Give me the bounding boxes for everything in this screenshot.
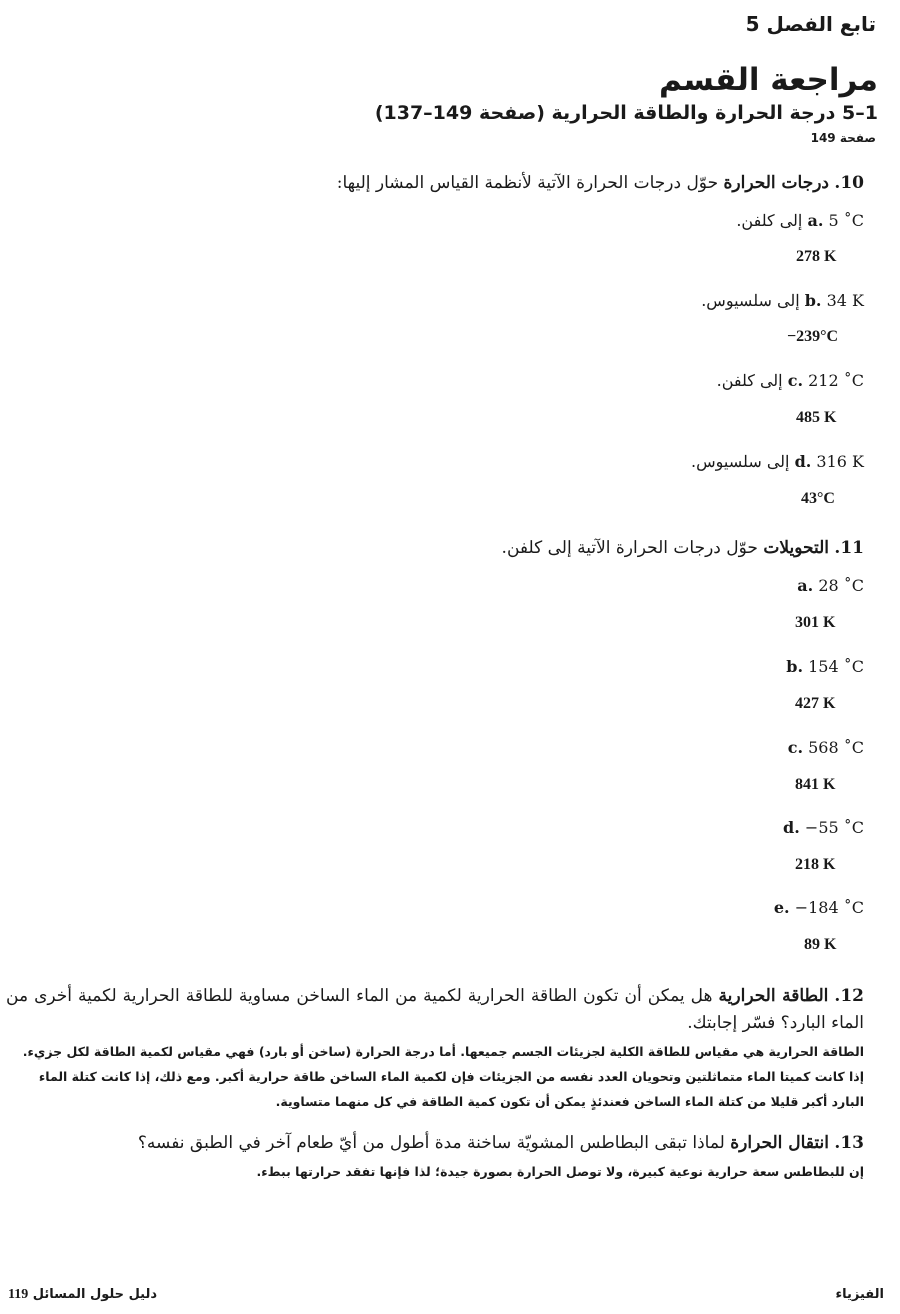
question-text: هل يمكن أن تكون الطاقة الحرارية لكمية من الماء الساخن مساوية للطاقة الحرارية لكمية أخرى من الماء البارد؟ فسّر إجابتك. (6, 986, 864, 1033)
footer-subject: الفيزياء (835, 1287, 884, 1302)
section-review-title: مراجعة القسم (659, 62, 878, 98)
q11-item-c (788, 738, 864, 757)
question-keyword: انتقال الحرارة (730, 1133, 829, 1153)
q11-item-a (797, 576, 864, 595)
item-letter: e. (773, 898, 790, 917)
q10-item-b (701, 291, 864, 310)
question-number: 12. (834, 986, 865, 1006)
question-number: 13. (834, 1133, 864, 1153)
footer-guide-page (8, 1287, 157, 1303)
q11-answer-c: 841 K (795, 776, 836, 793)
question-keyword: درجات الحرارة (723, 173, 829, 193)
item-letter: d. (794, 452, 812, 471)
item-text: −55 ˚C (804, 818, 864, 837)
q10-answer-a: 278 K (796, 248, 837, 265)
item-letter: a. (807, 211, 824, 230)
question-10 (337, 173, 864, 193)
item-text: 154 ˚C (808, 657, 864, 676)
footer-guide-title: دليل حلول المسائل (32, 1287, 158, 1302)
item-letter: b. (804, 291, 822, 310)
item-text: 212 ˚C إلى كلفن. (716, 371, 864, 390)
item-letter: c. (787, 371, 804, 390)
item-letter: b. (786, 657, 804, 676)
item-letter: c. (787, 738, 804, 757)
q11-item-d (783, 818, 864, 837)
question-text: حوّل درجات الحرارة الآتية لأنظمة القياس المشار إليها: (336, 173, 719, 193)
chapter-continued-heading: تابع الفصل 5 (745, 12, 876, 36)
question-text: لماذا تبقى البطاطس المشويّة ساخنة مدة أطول من أيّ طعام آخر في الطبق نفسه؟ (137, 1133, 725, 1153)
question-number: 11. (834, 538, 864, 558)
page-reference: صفحة 149 (810, 131, 876, 145)
q11-item-e (774, 898, 864, 917)
item-text: 316 K إلى سلسيوس. (691, 452, 864, 471)
q11-item-b (786, 657, 864, 676)
question-13 (138, 1133, 864, 1153)
q11-answer-b: 427 K (795, 695, 836, 712)
item-text: 5 ˚C إلى كلفن. (736, 211, 864, 230)
q13-answer: إن للبطاطس سعة حرارية نوعية كبيرة، ولا توصل الحرارة بصورة جيدة؛ لذا فإنها تفقد حرارتها ببطء. (256, 1164, 864, 1179)
q10-item-a (736, 211, 864, 230)
question-keyword: الطاقة الحرارية (718, 986, 829, 1006)
q12-answer: الطاقة الحرارية هي مقياس للطاقة الكلية لجزيئات الجسم جميعها. أما درجة الحرارة (ساخن أو بارد) فهي مقياس لكمية الطاقة لكل جزيء. إذا كانت كميتا الماء متماثلتين وتحويان العدد نفسه من الجزيئات فإن لكمية الماء الساخن طاقة حرارية أكبر. ومع ذلك، إذا كانت كتلة الماء البارد أكبر قليلا من كتلة الماء الساخن فعندئذٍ يمكن أن تكون كمية الطاقة في كل منهما متساوية. (22, 1044, 864, 1109)
question-keyword: التحويلات (763, 538, 829, 558)
footer-page-number: 119 (8, 1287, 29, 1302)
q10-item-c (717, 371, 864, 390)
subsection-heading: 1–5 درجة الحرارة والطاقة الحرارية (صفحة 149–137) (374, 102, 878, 124)
q10-item-d (691, 452, 864, 471)
q11-answer-a: 301 K (795, 614, 836, 631)
question-11 (502, 538, 864, 558)
q10-answer-b: −239°C (787, 328, 839, 345)
item-text: 568 ˚C (808, 738, 864, 757)
q10-answer-c: 485 K (796, 409, 837, 426)
item-text: 34 K إلى سلسيوس. (701, 291, 864, 310)
item-letter: a. (797, 576, 814, 595)
item-text: −184 ˚C (794, 898, 864, 917)
q11-answer-d: 218 K (795, 856, 836, 873)
q11-answer-e: 89 K (804, 936, 837, 953)
question-text: حوّل درجات الحرارة الآتية إلى كلفن. (501, 538, 758, 558)
question-number: 10. (834, 173, 864, 193)
question-12 (6, 983, 864, 1037)
item-letter: d. (783, 818, 800, 837)
item-text: 28 ˚C (818, 576, 864, 595)
q10-answer-d: 43°C (801, 490, 835, 507)
